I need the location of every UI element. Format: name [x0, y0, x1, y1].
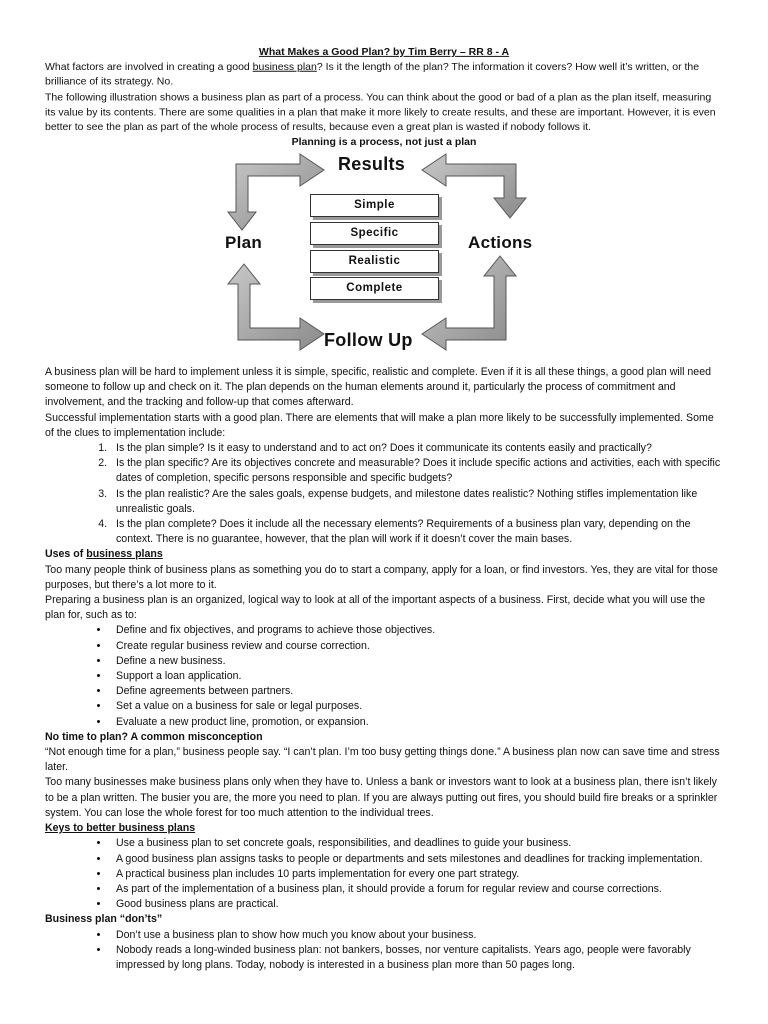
list-item: • Good business plans are practical.: [110, 897, 723, 912]
label-actions: Actions: [468, 233, 533, 252]
box-specific: Specific: [310, 222, 439, 245]
box-realistic: Realistic: [310, 250, 439, 273]
paragraph-uses-2: Preparing a business plan is an organized, logical way to look at all of the important aspects of a business. First, decide what you will use the plan for, such as to:: [45, 594, 706, 622]
list-item: • A good business plan assigns tasks to people or departments and sets milestones and deadlines for tracking implementation.: [110, 852, 723, 867]
paragraph-implementation: A business plan will be hard to implement unless it is simple, specific, realistic and complete. Even if it is all these things, a good plan will need someone to follow up and check on it. The plan depends on the human elements around it, particularly the process of commitment and involvement, and the tracking and follow-up that comes afterward.: [45, 366, 711, 409]
intro-paragraph-1: What factors are involved in creating a good business plan? Is it the length of the plan? The information it covers? How well it’s written, or the brilliance of its strategy. No.: [45, 61, 700, 88]
heading-keys: Keys to better business plans: [45, 822, 196, 835]
label-follow-up: Follow Up: [324, 330, 413, 350]
label-results: Results: [338, 154, 406, 174]
intro-paragraph-2: The following illustration shows a business plan as part of a process. You can think about the good or bad of a plan as the plan itself, measuring its value by its contents. There are some qualities in a plan that make it more likely to create results, and these are important. However, it is even better to see the plan as part of the whole process of results, because even a great plan is wasted if nobody follows it.: [45, 91, 716, 134]
list-item: • Set a value on a business for sale or legal purposes.: [110, 699, 723, 714]
document-title: What Makes a Good Plan? by Tim Berry – RR 8 - A: [258, 45, 510, 58]
list-item: • Don’t use a business plan to show how much you know about your business.: [110, 928, 723, 943]
list-item: • Nobody reads a long-winded business plan: not bankers, bosses, nor venture capitalists. Years ago, people were favorably impressed by long plans. Today, nobody is interested in a business plan more than 50 pages long.: [110, 943, 723, 973]
clues-list: [45, 441, 723, 547]
uses-list: [45, 623, 723, 729]
list-item: 4. Is the plan complete? Does it include all the necessary elements? Requirements of a business plan vary, depending on the context. There is no guarantee, however, that the plan will work if it doesn’t cover the main bases.: [110, 517, 723, 547]
paragraph-no-time-2: Too many businesses make business plans only when they have to. Unless a bank or investors want to look at a business plan, there isn’t likely to be a plan written. The busier you are, the more you need to plan. If you are always putting out fires, you should build fire breaks or a sprinkler system. You can lose the whole forest for too much attention to the individual trees.: [45, 776, 718, 819]
list-item: 2. Is the plan specific? Are its objectives concrete and measurable? Does it include specific actions and activities, each with specific dates of completion, specific persons responsible and specific budgets?: [110, 456, 723, 486]
business-plans-link[interactable]: business plans: [86, 548, 163, 561]
label-plan: Plan: [225, 233, 263, 252]
box-complete: Complete: [310, 277, 439, 300]
list-item: • As part of the implementation of a business plan, it should provide a forum for regular review and course corrections.: [110, 882, 723, 897]
top-text-block: [45, 45, 723, 150]
list-item: • A practical business plan includes 10 parts implementation for every one part strategy.: [110, 867, 723, 882]
heading-donts: Business plan “don’ts”: [45, 913, 163, 926]
box-simple: Simple: [310, 194, 439, 217]
heading-no-time: No time to plan? A common misconception: [45, 730, 263, 743]
bottom-text-block: [45, 365, 723, 973]
business-plan-link[interactable]: business plan: [252, 61, 317, 73]
keys-list: [45, 836, 723, 912]
list-item: • Use a business plan to set concrete goals, responsibilities, and deadlines to guide your business.: [110, 836, 723, 851]
list-item: 3. Is the plan realistic? Are the sales goals, expense budgets, and milestone dates realistic? Nothing stifles implementation like unrealistic goals.: [110, 487, 723, 517]
list-item: • Create regular business review and course correction.: [110, 639, 723, 654]
diagram-caption: Planning is a process, not just a plan: [291, 136, 477, 149]
list-item: • Define and fix objectives, and programs to achieve those objectives.: [110, 623, 723, 638]
donts-list: [45, 928, 723, 974]
list-item: • Support a loan application.: [110, 669, 723, 684]
paragraph-no-time-1: “Not enough time for a plan,” business people say. “I can’t plan. I’m too busy getting things done.” A business plan now can save time and stress later.: [45, 746, 720, 774]
heading-uses: Uses of business plans: [45, 548, 163, 561]
planning-process-diagram: [220, 150, 550, 355]
list-item: • Define a new business.: [110, 654, 723, 669]
list-item: • Define agreements between partners.: [110, 684, 723, 699]
arrow-plan-to-results: [228, 154, 324, 230]
list-item: 1. Is the plan simple? Is it easy to understand and to act on? Does it communicate its contents easily and practically?: [110, 441, 723, 456]
paragraph-clues-intro: Successful implementation starts with a good plan. There are elements that will make a plan more likely to be successfully implemented. Some of the clues to implementation include:: [45, 411, 714, 439]
paragraph-uses-1: Too many people think of business plans as something you do to start a company, apply for a loan, or find investors. Yes, they are vital for those purposes, but there’s a lot more to it.: [45, 563, 718, 591]
list-item: • Evaluate a new product line, promotion, or expansion.: [110, 715, 723, 730]
